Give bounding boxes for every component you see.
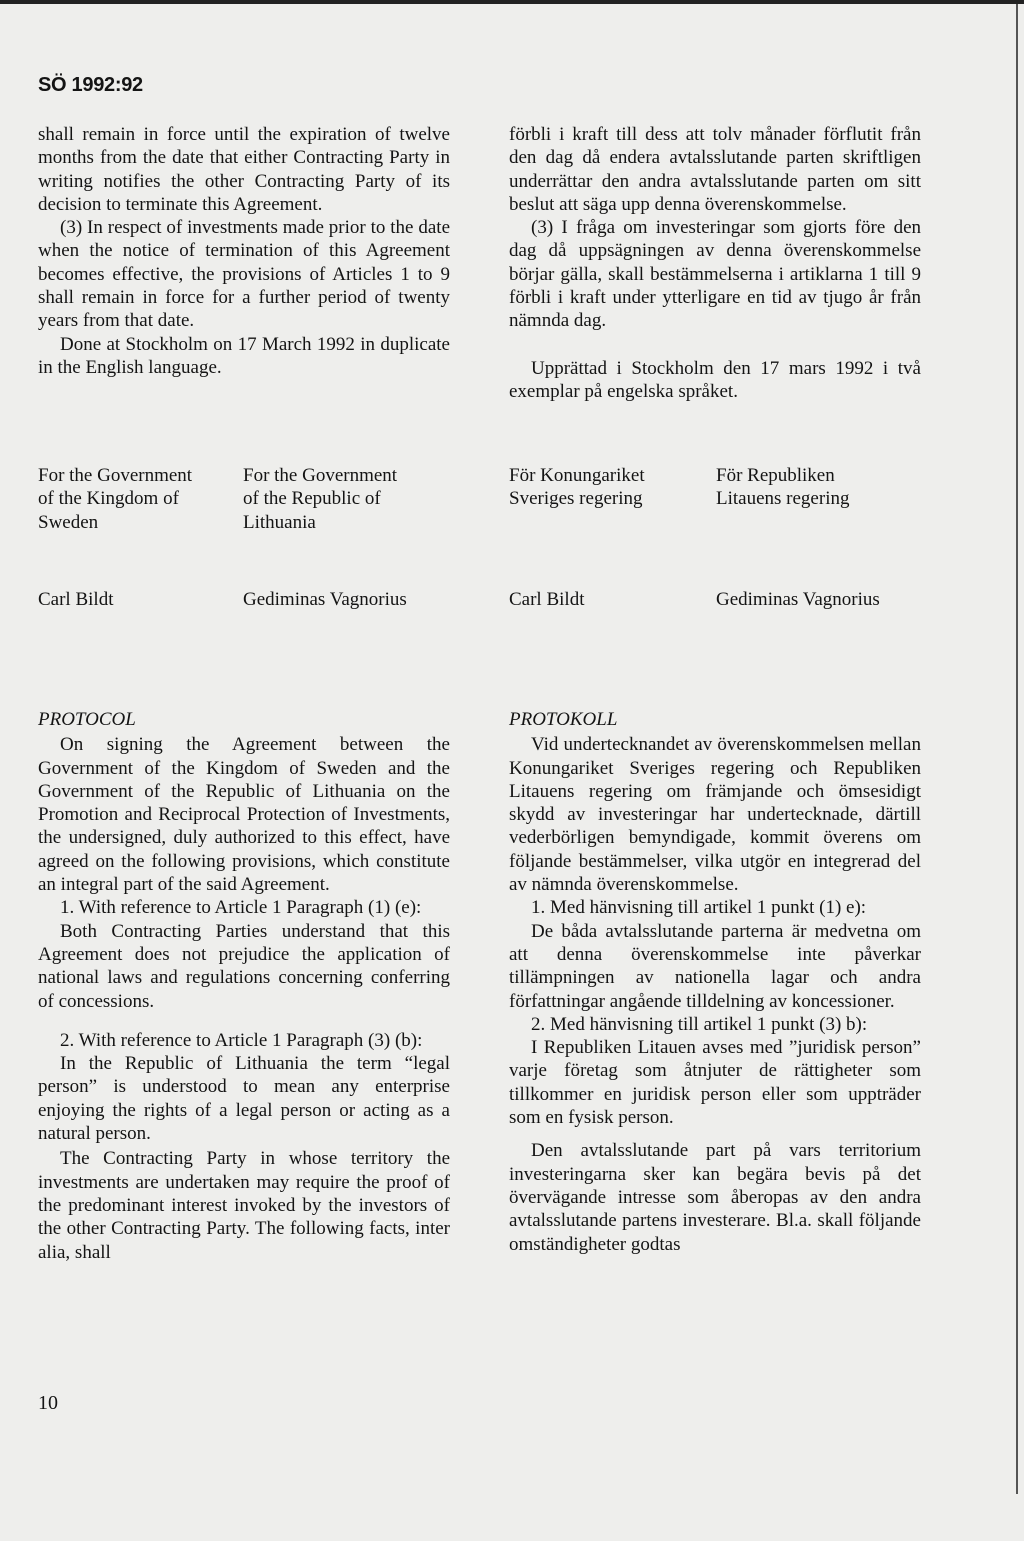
en-item2-reference: 2. With reference to Article 1 Paragraph (3) (b): (60, 1029, 423, 1051)
sv-signer-right: Gediminas Vagnorius (716, 589, 880, 610)
sv-item2-reference: 2. Med hänvisning till artikel 1 punkt (3) b): (531, 1013, 868, 1035)
en-sign-right-line2: of the Republic of (243, 488, 381, 510)
english-protocol (38, 708, 450, 1264)
swedish-protocol (509, 708, 921, 1256)
sv-paragraph-2: (3) I fråga om investeringar som gjorts före den dag då uppsägningen av denna överenskommelse börjar gälla, skall bestämmelserna i artiklarna 1 till 9 förbli i kraft under ytterligare en tid av tjugo år från nämnda dag. (509, 217, 921, 332)
en-item2-text-2: The Contracting Party in whose territory the investments are undertaken may require the proof of the predominant interest invoked by the investors of the other Contracting Party. The following facts, inter alia, shall (38, 1148, 450, 1263)
sv-protocol-intro: Vid undertecknandet av överenskommelsen mellan Konungariket Sveriges regering och Republiken Litauens regering om främjande och ömsesidigt skydd av investeringar har undertecknade, därtill vederbörligen bemyndigade, kommit överens om följande bestämmelser, vilka utgör en integrerad del av nämnda överenskommelse. (509, 734, 921, 896)
sv-paragraph-1: förbli i kraft till dess att tolv månader förflutit från den dag då endera avtalsslutande parten skriftligen underrättar den andra avtalsslutande parten om sitt beslut att säga upp denna överenskommelse. (509, 124, 921, 215)
sv-sign-left-line1: För Konungariket (509, 465, 645, 486)
sv-item2-text: I Republiken Litauen avses med ”juridisk person” varje företag som åtnjuter de rättigheter som tillkommer en juridisk person eller som uppträder som en fysisk person. (509, 1037, 921, 1129)
en-paragraph-3: Done at Stockholm on 17 March 1992 in duplicate in the English language. (38, 333, 450, 378)
en-sign-left-line2: of the Kingdom of (38, 488, 179, 510)
en-signature-block-sweden (38, 464, 238, 534)
sv-signature-block-sweden (509, 464, 709, 511)
en-paragraph-1: shall remain in force until the expiration of twelve months from the date that either Contracting Party in writing notifies the other Contracting Party of its decision to terminate this Agreement. (38, 124, 450, 215)
sv-item1-reference: 1. Med hänvisning till artikel 1 punkt (1) e): (531, 897, 867, 919)
sv-sign-left-line2: Sveriges regering (509, 488, 643, 510)
sv-signature-block-lithuania (716, 464, 936, 511)
page-number: 10 (38, 1392, 58, 1414)
right-border (1016, 4, 1018, 1494)
en-item2-text: In the Republic of Lithuania the term “legal person” is understood to mean any enterprise enjoying the rights of a legal person or acting as a natural person. (38, 1053, 450, 1145)
page-header: SÖ 1992:92 (38, 74, 143, 96)
sv-protocol-title: PROTOKOLL (509, 709, 618, 730)
en-item1-text: Both Contracting Parties understand that this Agreement does not prejudice the application of national laws and regulations concerning conferring of concessions. (38, 920, 450, 1012)
en-item1-reference: 1. With reference to Article 1 Paragraph (1) (e): (60, 897, 422, 919)
english-column-upper (38, 123, 450, 379)
en-signer-left: Carl Bildt (38, 589, 114, 610)
sv-paragraph-3: Upprättad i Stockholm den 17 mars 1992 i två exemplar på engelska språket. (509, 357, 921, 402)
sv-sign-right-line2: Litauens regering (716, 488, 850, 510)
en-protocol-intro: On signing the Agreement between the Government of the Kingdom of Sweden and the Government of the Republic of Lithuania on the Promotion and Reciprocal Protection of Investments, the undersigned, duly authorized to this effect, have agreed on the following provisions, which constitute an integral part of the said Agreement. (38, 734, 450, 896)
sv-signer-left: Carl Bildt (509, 589, 585, 610)
top-border (0, 0, 1024, 4)
swedish-column-upper (509, 123, 921, 403)
en-signature-block-lithuania (243, 464, 463, 534)
en-protocol-title: PROTOCOL (38, 709, 136, 730)
sv-sign-right-line1: För Republiken (716, 465, 835, 486)
en-signer-right: Gediminas Vagnorius (243, 589, 407, 610)
en-sign-left-line1: For the Government (38, 465, 193, 486)
en-paragraph-2: (3) In respect of investments made prior to the date when the notice of termination of this Agreement becomes effective, the provisions of Articles 1 to 9 shall remain in force for a further period of twenty years from that date. (38, 217, 450, 332)
sv-item1-text: De båda avtalsslutande parterna är medvetna om att denna överenskommelse inte påverkar tillämpningen av nationella lagar och andra författningar angående tilldelning av koncessioner. (509, 920, 921, 1012)
en-sign-left-line3: Sweden (38, 511, 99, 533)
sv-item2-text-2: Den avtalsslutande part på vars territorium investeringarna sker kan begära bevis på det övervägande intresse som åberopas av den andra avtalsslutande partens investerare. Bl.a. skall följande omständigheter godtas (509, 1140, 921, 1255)
en-sign-right-line3: Lithuania (243, 511, 316, 533)
en-sign-right-line1: For the Government (243, 465, 398, 486)
